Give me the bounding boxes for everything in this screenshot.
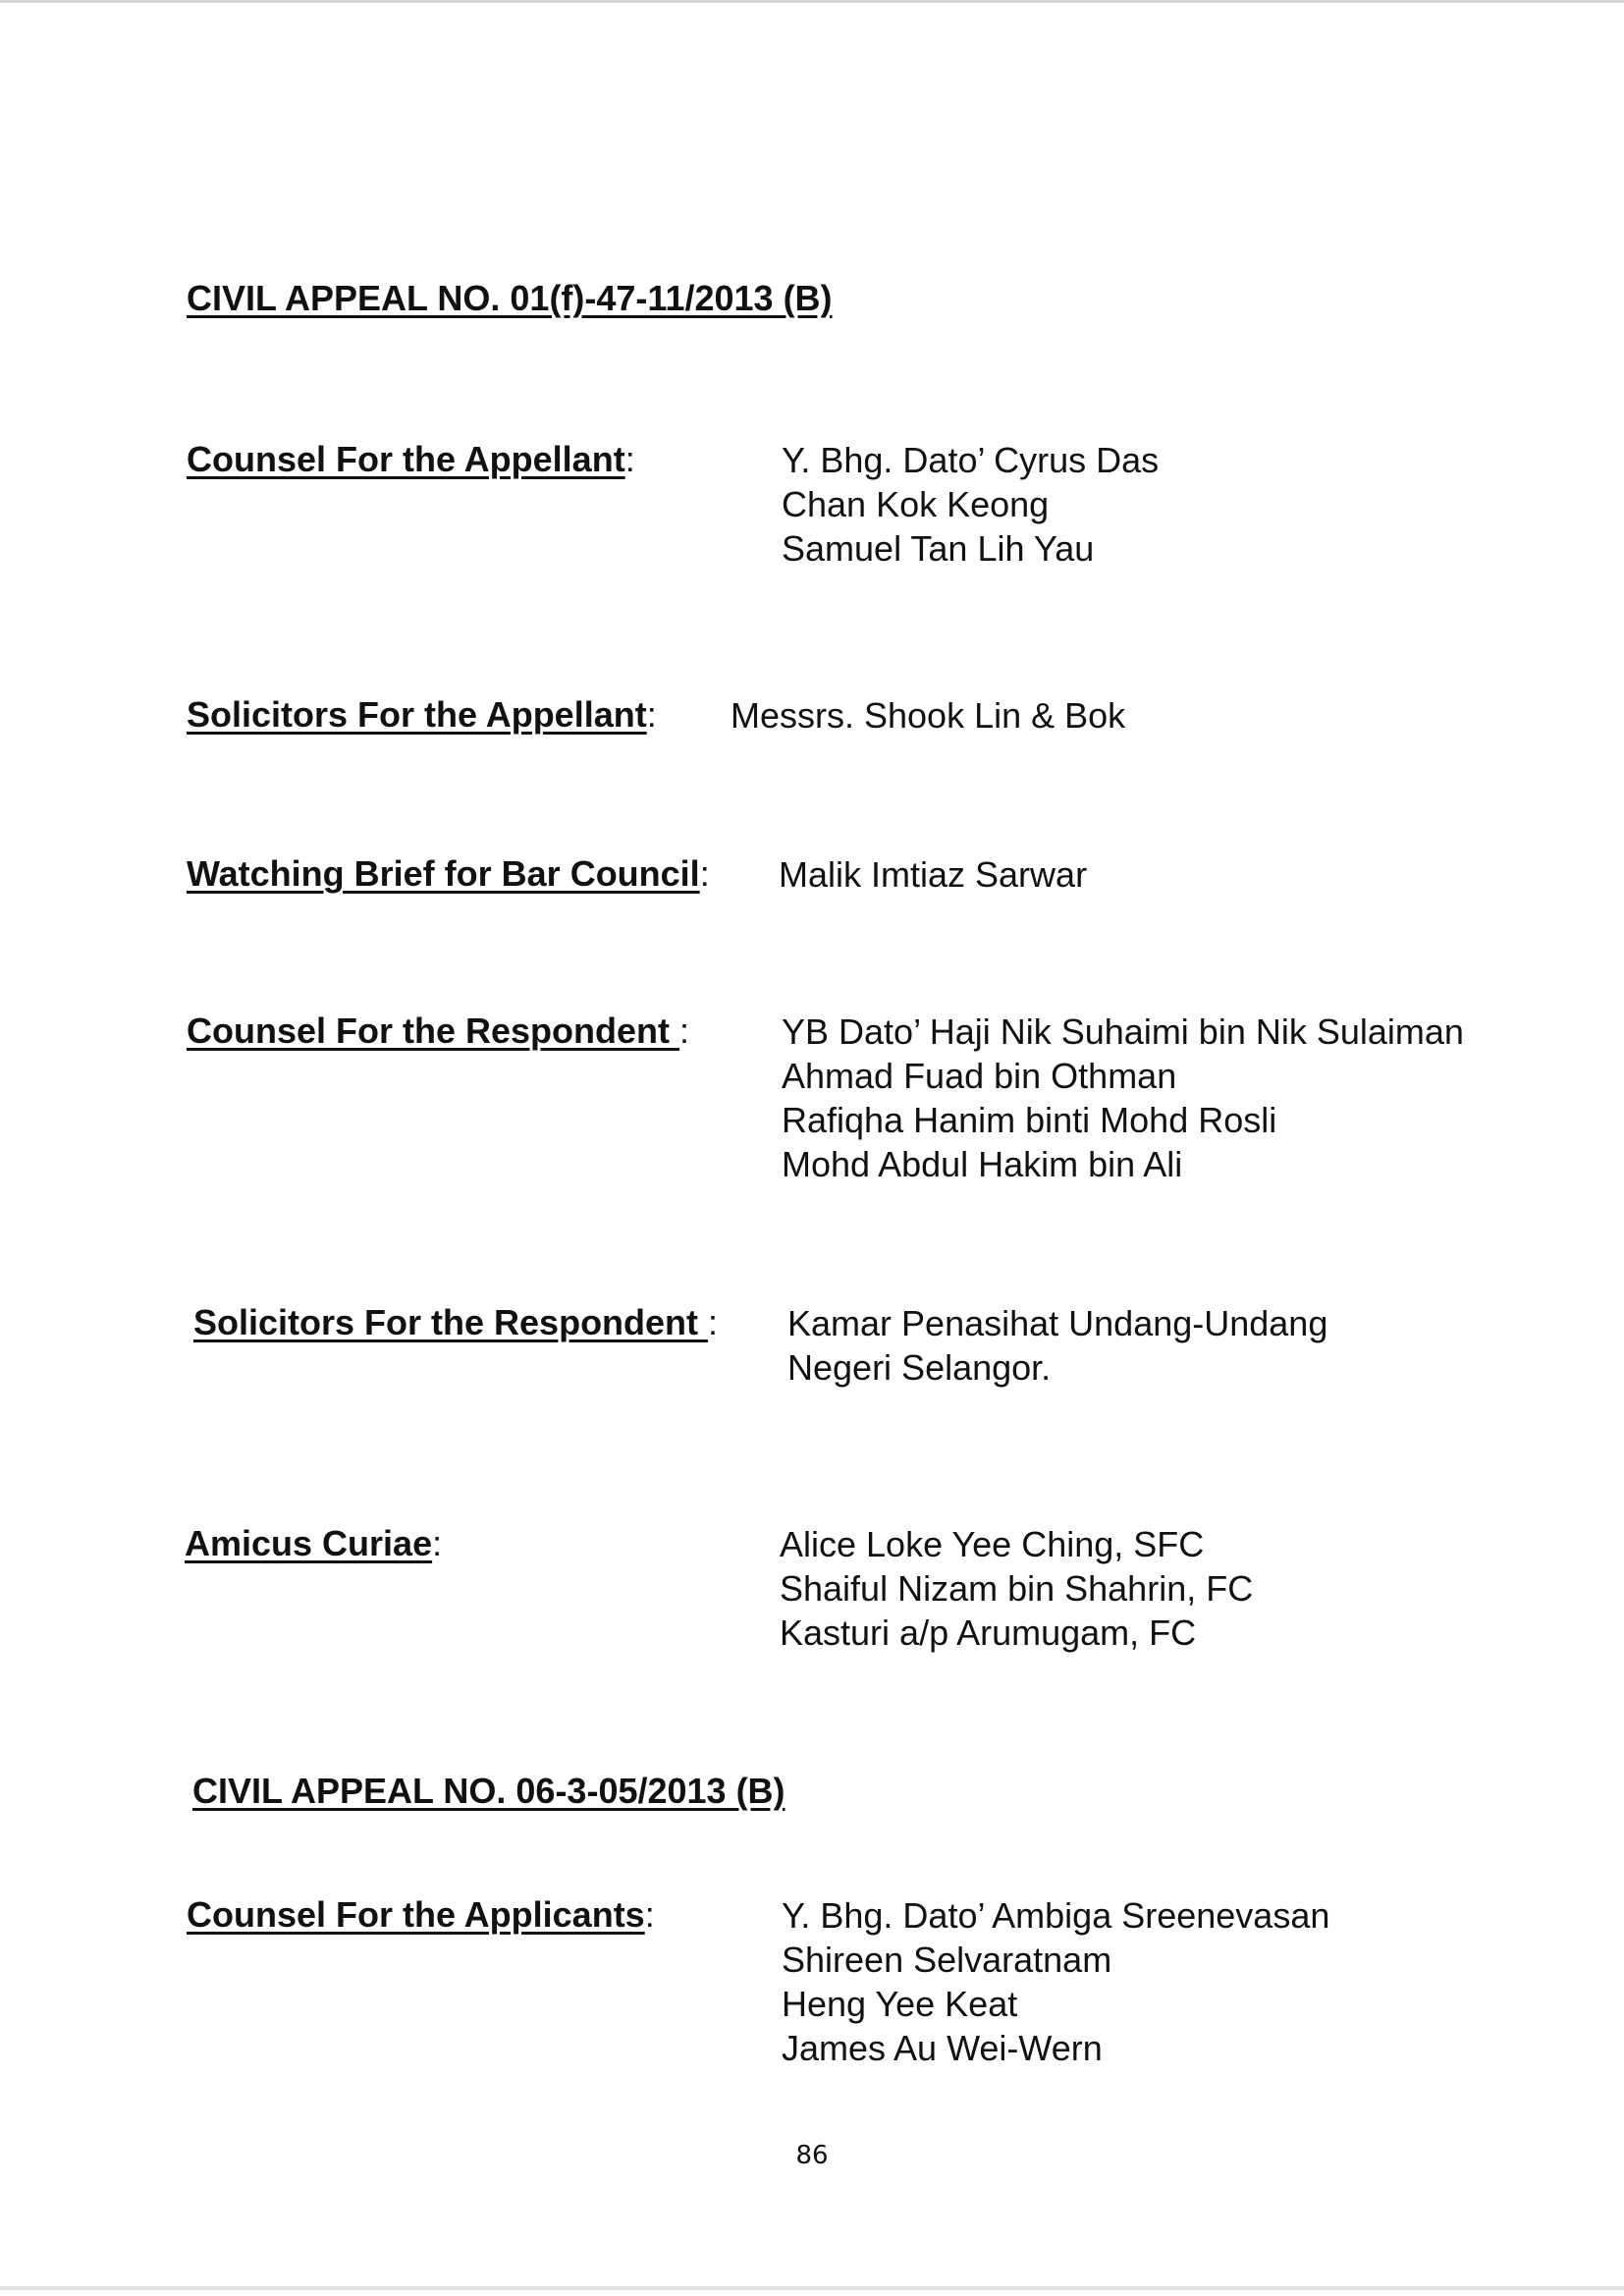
name-line: Rafiqha Hanim binti Mohd Rosli (782, 1100, 1277, 1140)
solicitors-appellant-names (731, 693, 1125, 738)
label-colon: : (432, 1523, 443, 1563)
scan-edge-bottom (0, 2286, 1624, 2290)
name-line: Y. Bhg. Dato’ Cyrus Das (782, 440, 1160, 480)
appeal-1-heading: CIVIL APPEAL NO. 01(f)-47-11/2013 (B) (187, 278, 833, 318)
name-line: YB Dato’ Haji Nik Suhaimi bin Nik Sulaiman (782, 1011, 1464, 1052)
amicus-curiae-label (185, 1522, 442, 1565)
label-colon: : (644, 1894, 655, 1935)
name-line: Malik Imtiaz Sarwar (779, 854, 1088, 895)
label-colon: : (679, 1011, 690, 1051)
name-line: Ahmad Fuad bin Othman (782, 1056, 1177, 1096)
name-line: Messrs. Shook Lin & Bok (731, 695, 1126, 736)
name-line: Kasturi a/p Arumugam, FC (780, 1613, 1197, 1653)
label-colon: : (646, 694, 657, 735)
counsel-appellant-label-text: Counsel For the Appellant (187, 439, 625, 479)
watching-brief-label (187, 852, 710, 896)
name-line: Y. Bhg. Dato’ Ambiga Sreenevasan (782, 1895, 1330, 1936)
name-line: Heng Yee Keat (782, 1984, 1018, 2024)
name-line: Negeri Selangor. (787, 1347, 1052, 1388)
counsel-appellant-names (782, 438, 1159, 571)
watching-brief-names (779, 852, 1087, 897)
label-colon: : (699, 853, 710, 894)
counsel-applicants-label (187, 1893, 655, 1937)
name-line: James Au Wei-Wern (782, 2028, 1103, 2068)
name-line: Shireen Selvaratnam (782, 1940, 1112, 1980)
watching-brief-label-text: Watching Brief for Bar Council (187, 853, 700, 894)
name-line: Mohd Abdul Hakim bin Ali (782, 1144, 1183, 1184)
solicitors-appellant-label (187, 693, 657, 737)
counsel-respondent-names (782, 1010, 1464, 1186)
solicitors-respondent-names (787, 1301, 1327, 1390)
solicitors-respondent-label-text: Solicitors For the Respondent (193, 1302, 709, 1342)
name-line: Alice Loke Yee Ching, SFC (780, 1524, 1205, 1564)
counsel-appellant-label (187, 438, 635, 481)
amicus-curiae-names (780, 1522, 1253, 1655)
counsel-respondent-label-text: Counsel For the Respondent (187, 1011, 680, 1051)
solicitors-respondent-label (193, 1301, 718, 1344)
appeal-2-heading: CIVIL APPEAL NO. 06-3-05/2013 (B) (192, 1771, 785, 1811)
amicus-curiae-label-text: Amicus Curiae (185, 1523, 433, 1563)
label-colon: : (708, 1302, 719, 1342)
label-colon: : (624, 439, 635, 479)
name-line: Shaiful Nizam bin Shahrin, FC (780, 1568, 1254, 1609)
name-line: Samuel Tan Lih Yau (782, 528, 1095, 569)
counsel-applicants-label-text: Counsel For the Applicants (187, 1894, 645, 1935)
scan-edge-top (0, 0, 1624, 3)
page-number: 86 (795, 2141, 829, 2170)
counsel-applicants-names (782, 1893, 1329, 2070)
solicitors-appellant-label-text: Solicitors For the Appellant (187, 694, 647, 735)
name-line: Chan Kok Keong (782, 484, 1050, 524)
name-line: Kamar Penasihat Undang-Undang (787, 1303, 1328, 1343)
counsel-respondent-label (187, 1010, 689, 1053)
